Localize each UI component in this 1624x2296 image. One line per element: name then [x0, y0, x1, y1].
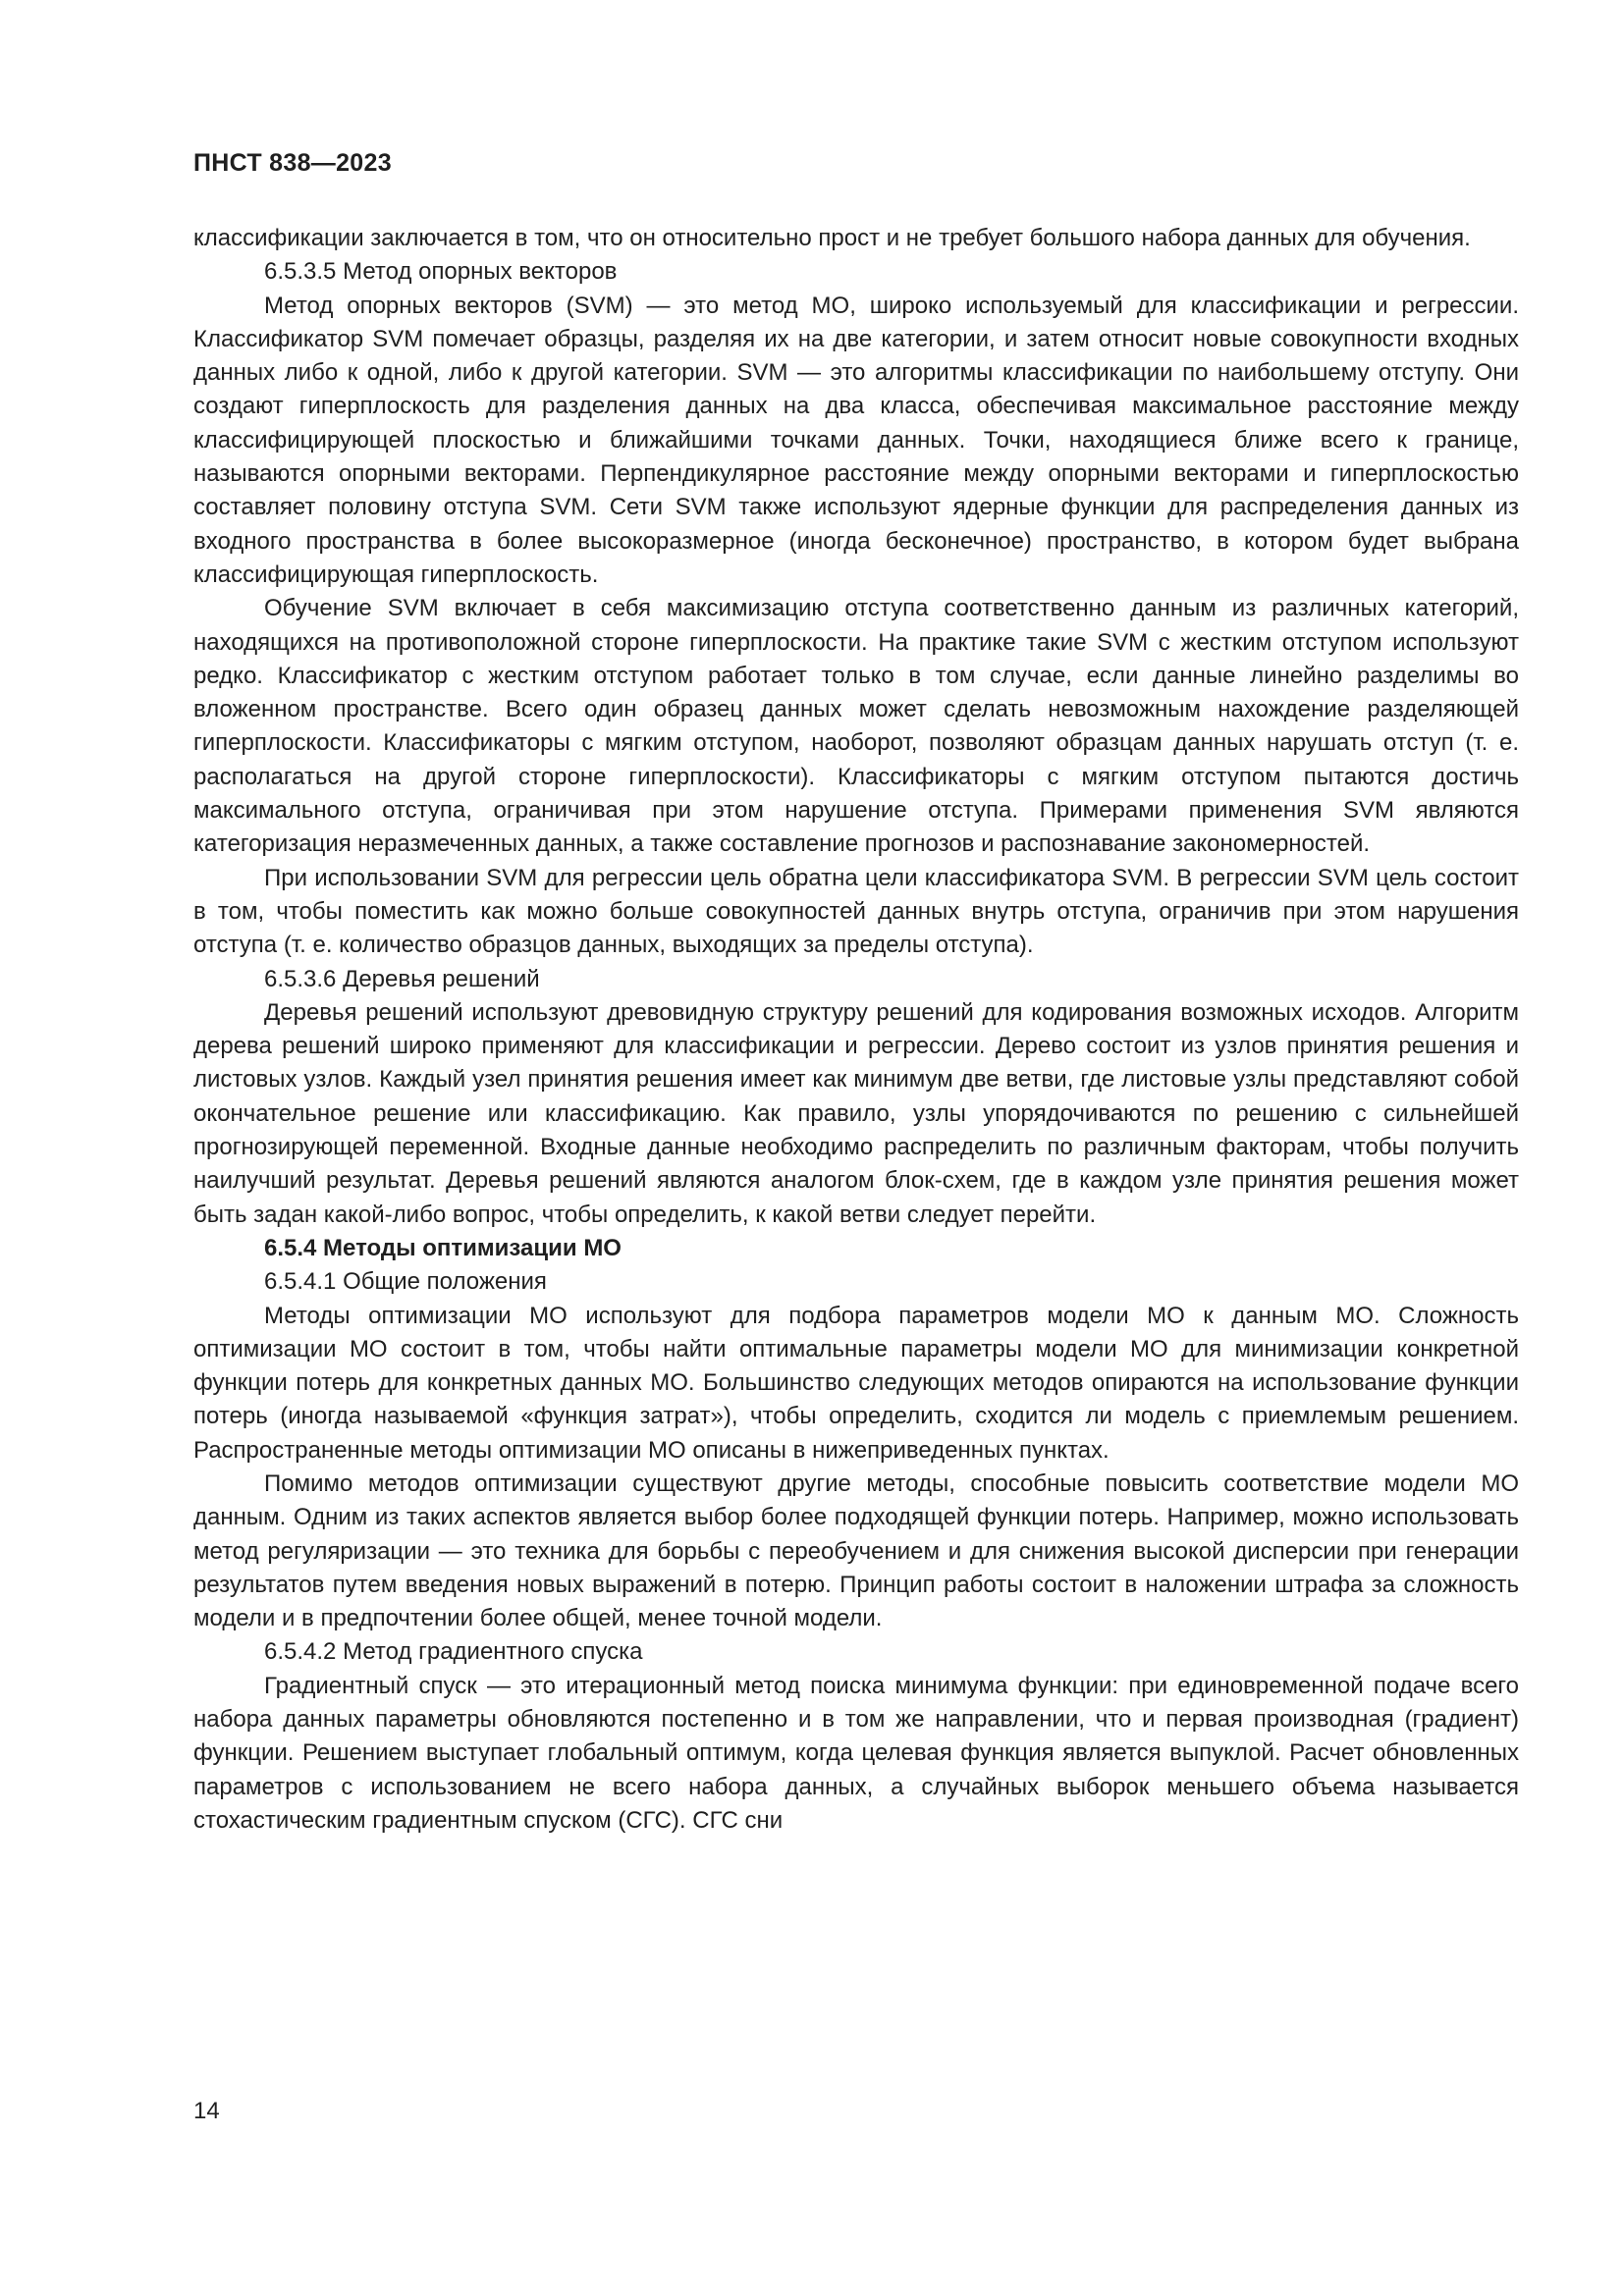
paragraph-svm-regression: При использовании SVM для регрессии цель обратна цели классификатора SVM. В регрессии SVM цель состоит в том, чтобы поместить как можно больше совокупностей данных внутрь отступа, ограничив при этом нарушения отступа (т. е. количество образцов данных, выходящих за пределы отступа).	[193, 864, 1519, 959]
paragraph-optimization-methods: Методы оптимизации МО используют для подбора параметров модели МО к данным МО. Сложность оптимизации МО состоит в том, чтобы найти оптимальные параметры модели МО для минимизации конкретной функции потерь для конкретных данных МО. Большинство следующих методов опираются на использование функции потерь (иногда называемой «функция затрат»), чтобы определить, сходится ли модель с приемлемым решением. Распространенные методы оптимизации МО описаны в нижеприведенных пунктах.	[193, 1302, 1519, 1464]
paragraph-regularization: Помимо методов оптимизации существуют другие методы, способные повысить соответствие модели МО данным. Одним из таких аспектов является выбор более подходящей функции потерь. Например, можно использовать метод регуляризации — это техника для борьбы с переобучением и для снижения высокой дисперсии при генерации результатов путем введения новых выражений в потерю. Принцип работы состоит в наложении штрафа за сложность модели и в предпочтении более общей, менее точной модели.	[193, 1469, 1519, 1632]
paragraph-gradient-descent: Градиентный спуск — это итерационный метод поиска минимума функции: при единовременной подаче всего набора данных параметры обновляются постепенно и в том же направлении, что и первая производная (градиент) функции. Решением выступает глобальный оптимум, когда целевая функция является выпуклой. Расчет обновленных параметров с использованием не всего набора данных, а случайных выборок меньшего объема называется стохастическим градиентным спуском (СГС). СГС сни	[193, 1672, 1519, 1834]
paragraph-svm-training: Обучение SVM включает в себя максимизацию отступа соответственно данным из различных категорий, находящихся на противоположной стороне гиперплоскости. На практике такие SVM с жестким отступом используют редко. Классификатор с жестким отступом работает только в том случае, если данные линейно разделимы во вложенном пространстве. Всего один образец данных может сделать невозможным нахождение разделяющей гиперплоскости. Классификаторы с мягким отступом, наоборот, позволяют образцам данных нарушать отступ (т. е. располагаться на другой стороне гиперплоскости). Классификаторы с мягким отступом пытаются достичь максимального отступа, ограничивая при этом нарушение отступа. Примерами применения SVM являются категоризация неразмеченных данных, а также составление прогнозов и распознавание закономерностей.	[193, 595, 1519, 858]
section-heading-6-5-4: 6.5.4 Методы оптимизации МО	[264, 1234, 622, 1261]
section-heading-6-5-3-6: 6.5.3.6 Деревья решений	[264, 965, 540, 992]
paragraph-svm-definition: Метод опорных векторов (SVM) — это метод МО, широко используемый для классификации и регрессии. Классификатор SVM помечает образцы, разделяя их на две категории, и затем относит новые совокупности входных данных либо к одной, либо к другой категории. SVM — это алгоритмы классификации по наибольшему отступу. Они создают гиперплоскость для разделения данных на два класса, обеспечивая максимальное расстояние между классифицирующей плоскостью и ближайшими точками данных. Точки, находящиеся ближе всего к границе, называются опорными векторами. Перпендикулярное расстояние между опорными векторами и гиперплоскостью составляет половину отступа SVM. Сети SVM также используют ядерные функции для распределения данных из входного пространства в более высокоразмерное (иногда бесконечное) пространство, в котором будет выбрана классифицирующая гиперплоскость.	[193, 292, 1519, 588]
section-heading-6-5-3-5: 6.5.3.5 Метод опорных векторов	[264, 258, 618, 286]
section-heading-6-5-4-2: 6.5.4.2 Метод градиентного спуска	[264, 1638, 643, 1666]
page-number: 14	[193, 2098, 220, 2124]
document-body	[193, 222, 1519, 1838]
paragraph-decision-trees: Деревья решений используют древовидную структуру решений для кодирования возможных исходов. Алгоритм дерева решений широко применяют для классификации и регрессии. Дерево состоит из узлов принятия решения и листовых узлов. Каждый узел принятия решения имеет как минимум две ветви, где листовые узлы представляют собой окончательное решение или классификацию. Как правило, узлы упорядочиваются по решению с сильнейшей прогнозирующей переменной. Входные данные необходимо распределить по различным факторам, чтобы получить наилучший результат. Деревья решений являются аналогом блок-схем, где в каждом узле принятия решения может быть задан какой-либо вопрос, чтобы определить, к какой ветви следует перейти.	[193, 998, 1519, 1228]
paragraph-continuation: классификации заключается в том, что он относительно прост и не требует большого набора данных для обучения.	[193, 225, 1471, 251]
document-header-standard-id: ПНСТ 838—2023	[193, 149, 392, 177]
section-heading-6-5-4-1: 6.5.4.1 Общие положения	[264, 1268, 547, 1296]
